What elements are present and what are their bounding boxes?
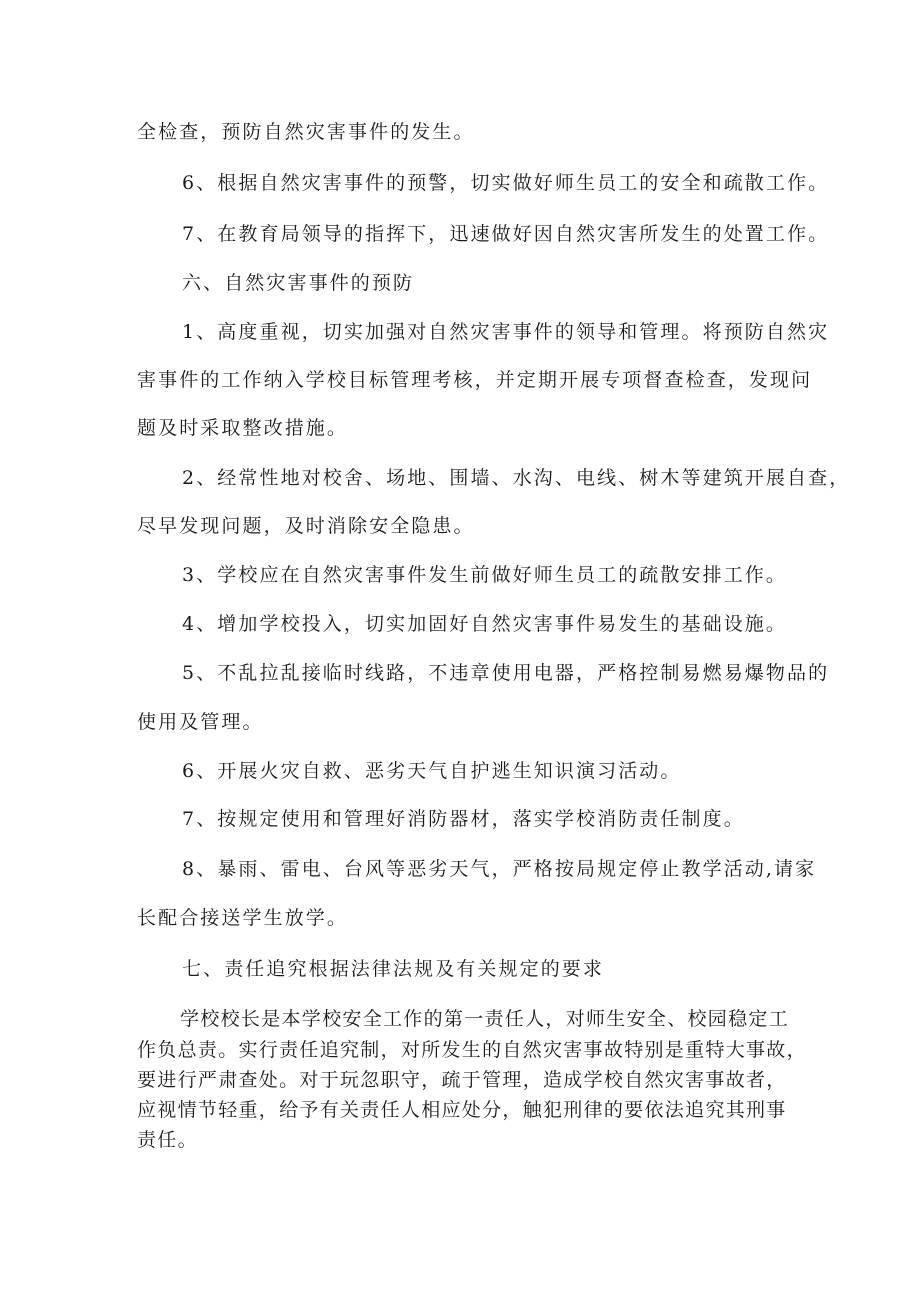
paragraph-line: 6、开展火灾自救、恶劣天气自护逃生知识演习活动。 [182,760,682,782]
paragraph-line: 3、学校应在自然灾害事件发生前做好师生员工的疏散安排工作。 [182,564,787,586]
paragraph-line: 害事件的工作纳入学校目标管理考核，并定期开展专项督查检查，发现问 [137,369,813,391]
paragraph-line: 1、高度重视，切实加强对自然灾害事件的领导和管理。将预防自然灾 [182,321,830,343]
paragraph-line: 4、增加学校投入，切实加固好自然灾害事件易发生的基础设施。 [182,613,787,635]
paragraph-line: 要进行严肃查处。对于玩忽职守，疏于管理，造成学校自然灾害事故者， [137,1069,787,1091]
section-heading: 七、责任追究根据法律法规及有关规定的要求 [182,958,605,980]
paragraph-line: 应视情节轻重，给予有关责任人相应处分，触犯刑律的要依法追究其刑事 [137,1099,787,1121]
paragraph-line: 作负总责。实行责任追究制，对所发生的自然灾害事故特别是重特大事故， [137,1039,807,1061]
paragraph-line: 7、在教育局领导的指挥下，迅速做好因自然灾害所发生的处置工作。 [182,223,830,245]
paragraph-line: 使用及管理。 [137,711,264,733]
paragraph-line: 责任。 [137,1129,198,1151]
paragraph-line: 尽早发现问题，及时消除安全隐患。 [137,515,475,537]
paragraph-line: 题及时采取整改措施。 [137,417,349,439]
paragraph-line: 7、按规定使用和管理好消防器材，落实学校消防责任制度。 [182,808,745,830]
paragraph-line: 2、经常性地对校舍、场地、围墙、水沟、电线、树木等建筑开展自查， [182,467,851,489]
paragraph-line: 长配合接送学生放学。 [137,907,349,929]
section-heading: 六、自然灾害事件的预防 [182,272,415,294]
paragraph-line: 全检查，预防自然灾害事件的发生。 [137,121,475,143]
paragraph-line: 5、不乱拉乱接临时线路，不违章使用电器，严格控制易燃易爆物品的 [182,662,830,684]
paragraph-line: 学校校长是本学校安全工作的第一责任人，对师生安全、校园稳定工 [180,1008,790,1030]
paragraph-line: 8、暴雨、雷电、台风等恶劣天气，严格按局规定停止教学活动,请家 [182,858,817,880]
paragraph-line: 6、根据自然灾害事件的预警，切实做好师生员工的安全和疏散工作。 [182,172,830,194]
